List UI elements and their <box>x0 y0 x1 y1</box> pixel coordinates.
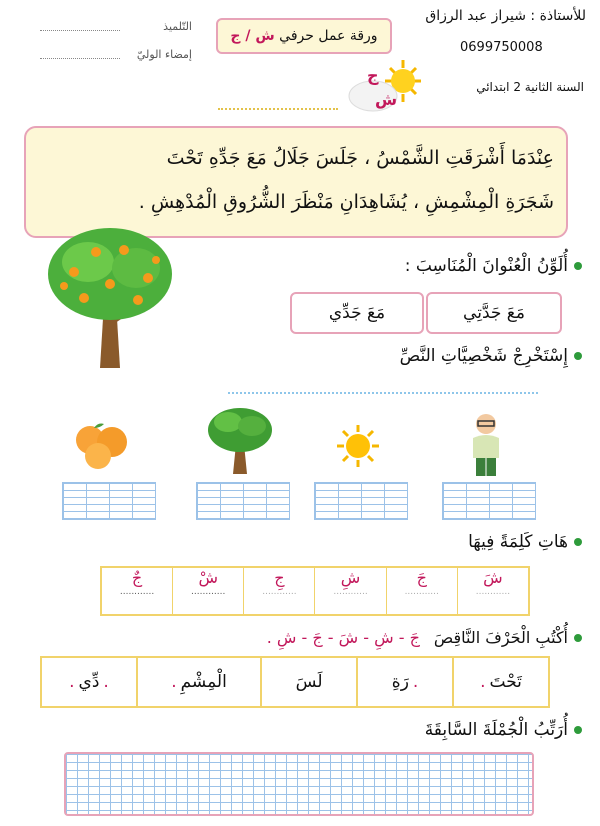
title-option-grandfather[interactable]: مَعَ جَدِّي <box>290 292 424 334</box>
apricots-picture <box>70 418 132 470</box>
bullet-icon <box>574 352 582 360</box>
character-answer-grid[interactable] <box>314 482 408 520</box>
tree-picture <box>206 404 274 476</box>
q5-heading <box>425 720 582 740</box>
decorative-dotted-line <box>218 108 338 110</box>
word-cell[interactable]: . دِّي . <box>69 672 109 692</box>
tree-icon <box>206 404 274 476</box>
q2-heading <box>400 346 582 366</box>
bullet-icon <box>574 634 582 642</box>
character-answer-grid[interactable] <box>442 482 536 520</box>
title-letters: ش / ج <box>230 28 275 44</box>
grandfather-picture <box>463 410 509 480</box>
letter-cell[interactable]: شْ ............ <box>172 568 243 614</box>
sentence-writing-grid[interactable] <box>64 752 534 816</box>
apricots-icon <box>70 418 132 470</box>
letter-cell[interactable]: جٌ ............ <box>119 568 155 597</box>
q2-prompt: إِسْتَخْرِجْ شَخْصِيَّاتِ النَّصِّ <box>399 346 568 366</box>
q4-heading <box>267 628 582 647</box>
grandfather-icon <box>463 410 509 480</box>
student-label: التّلميذ <box>163 20 192 33</box>
worksheet-title <box>216 18 392 54</box>
bullet-icon <box>574 726 582 734</box>
word-cell[interactable]: لَسَ <box>260 658 356 706</box>
badge-letter-jeem: ج <box>367 66 379 85</box>
bullet-icon <box>574 262 582 270</box>
parent-signature-label: إمضاء الوليّ <box>136 48 192 61</box>
q4-prompt: أُكْتُبِ الْحَرْفَ النَّاقِصَ <box>433 628 568 647</box>
q1-prompt: أُلَوِّنُ الْعُنْوانَ الْمُنَاسِبَ : <box>404 256 568 276</box>
missing-letters-table <box>40 656 550 708</box>
title-option-grandmother[interactable]: مَعَ جَدَّتِي <box>426 292 562 334</box>
teacher-name: للأستاذة : شيراز عبد الرزاق <box>425 8 586 24</box>
title-text: ورقة عمل حرفي <box>279 28 378 44</box>
q5-prompt: أُرَتِّبُ الْجُمْلَةَ السَّابِقَةَ <box>424 720 568 740</box>
letters-table <box>100 566 530 616</box>
q3-prompt: هَاتِ كَلِمَةً فِيهَا <box>468 532 568 552</box>
apricot-tree-illustration <box>44 222 176 370</box>
word-cell[interactable]: . رَةِ <box>356 658 452 706</box>
letter-cell[interactable]: جِ ............ <box>243 568 314 614</box>
passage-line-1: عِنْدَمَا أَشْرَقَتِ الشَّمْسُ ، جَلَسَ جَلَالُ مَعَ جَدِّهِ تَحْتَ <box>166 147 554 169</box>
grade-level: السنة الثانية 2 ابتدائي <box>476 80 584 94</box>
parent-signature-line[interactable] <box>40 58 120 59</box>
badge-letter-sheen: ش <box>375 90 398 109</box>
phone-number: 0699750008 <box>460 40 543 55</box>
sun-picture <box>336 424 380 468</box>
q1-heading <box>405 256 582 276</box>
missing-letter-choices: جَ - شِ - شَ - جَ - شِ . <box>266 628 420 647</box>
character-answer-grid[interactable] <box>62 482 156 520</box>
word-cell[interactable]: الْمِشْمِ . <box>136 658 260 706</box>
passage-line-2: شَجَرَةِ الْمِشْمِشِ ، يُشَاهِدَانِ مَنْظَرَ الشُّرُوقِ الْمُدْهِشِ . <box>138 191 554 213</box>
letter-cell[interactable]: شَ ............ <box>457 568 528 614</box>
q3-heading <box>468 532 582 552</box>
word-cell[interactable]: تَحْتَ . <box>452 658 548 706</box>
section-divider <box>228 392 538 394</box>
letter-cell[interactable]: جَ ............ <box>386 568 457 614</box>
character-answer-grid[interactable] <box>196 482 290 520</box>
letter-cell[interactable]: شِ ............ <box>314 568 385 614</box>
tree-icon <box>44 222 176 370</box>
sun-icon <box>336 424 380 468</box>
sun-cloud-badge <box>345 56 425 116</box>
bullet-icon <box>574 538 582 546</box>
student-name-line[interactable] <box>40 30 120 31</box>
